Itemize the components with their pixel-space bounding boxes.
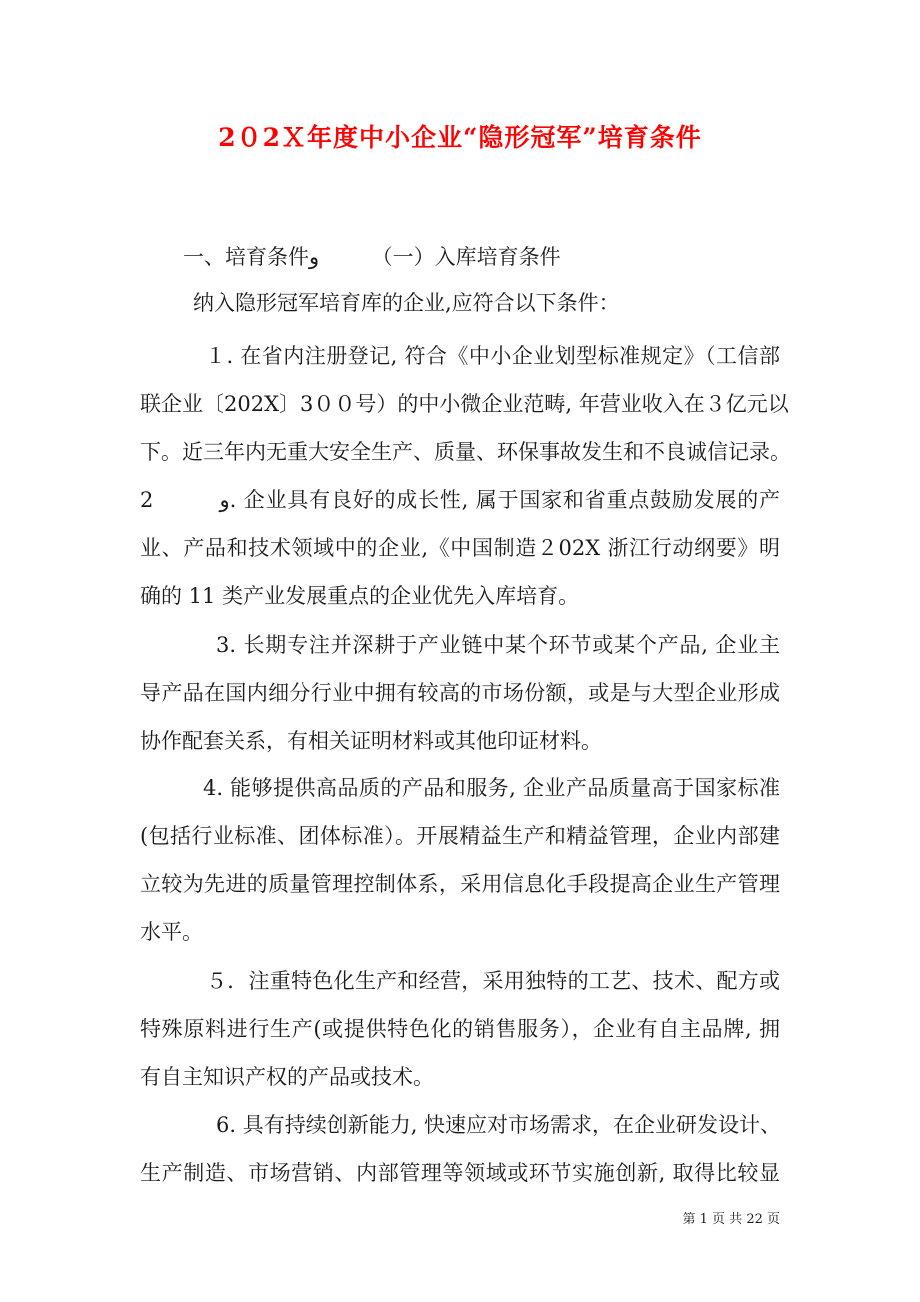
paragraph-line: 协作配套关系，有相关证明材料或其他印证材料。 [140,729,602,753]
paragraph-line: 2 و. 企业具有良好的成长性, 属于国家和省重点鼓励发展的产 [140,488,780,512]
paragraph-line: 下。近三年内无重大安全生产、质量、环保事故发生和不良诚信记录。 [140,440,791,464]
paragraph-line: 特殊原料进行生产(或提供特色化的销售服务），企业有自主品牌, 拥 [140,1017,780,1041]
paragraph-line: 业、产品和技术领域中的企业,《中国制造２02X 浙江行动纲要》明 [140,536,780,560]
paragraph-line: 水平。 [140,920,203,944]
paragraph-line: 纳入隐形冠军培育库的企业,应符合以下条件： [193,291,620,315]
paragraph-line: 联企业〔202X〕3００号）的中小微企业范畴, 年营业收入在３亿元以 [140,392,789,416]
paragraph-line: 6. 具有持续创新能力, 快速应对市场需求，在企业研发设计、 [216,1113,782,1137]
document-title: 2０2Ｘ年度中小企业“隐形冠军”培育条件 [218,123,702,152]
paragraph-line: (包括行业标准、团体标准）。开展精益生产和精益管理，企业内部建 [140,824,780,848]
paragraph-line: １. 在省内注册登记, 符合《中小企业划型标准规定》（工信部 [205,344,780,368]
paragraph-line: 确的 11 类产业发展重点的企业优先入库培育。 [140,584,580,608]
paragraph-line: 生产制造、市场营销、内部管理等领域或环节实施创新, 取得比较显 [140,1161,780,1185]
paragraph-line: 4. 能够提供高品质的产品和服务, 企业产品质量高于国家标准 [203,776,780,800]
paragraph-line: ５．注重特色化生产和经营，采用独特的工艺、技术、配方或 [206,969,780,993]
page-number: 第 1 页 共 22 页 [682,1212,780,1227]
paragraph-line: 立较为先进的质量管理控制体系，采用信息化手段提高企业生产管理 [140,872,780,896]
paragraph-line: 有自主知识产权的产品或技术。 [140,1065,434,1089]
paragraph-line: 一、培育条件‌و （一）入库培育条件 [183,245,561,269]
paragraph-line: 3. 长期专注并深耕于产业链中某个环节或某个产品, 企业主 [216,633,780,657]
paragraph-line: 导产品在国内细分行业中拥有较高的市场份额，或是与大型企业形成 [140,681,780,705]
